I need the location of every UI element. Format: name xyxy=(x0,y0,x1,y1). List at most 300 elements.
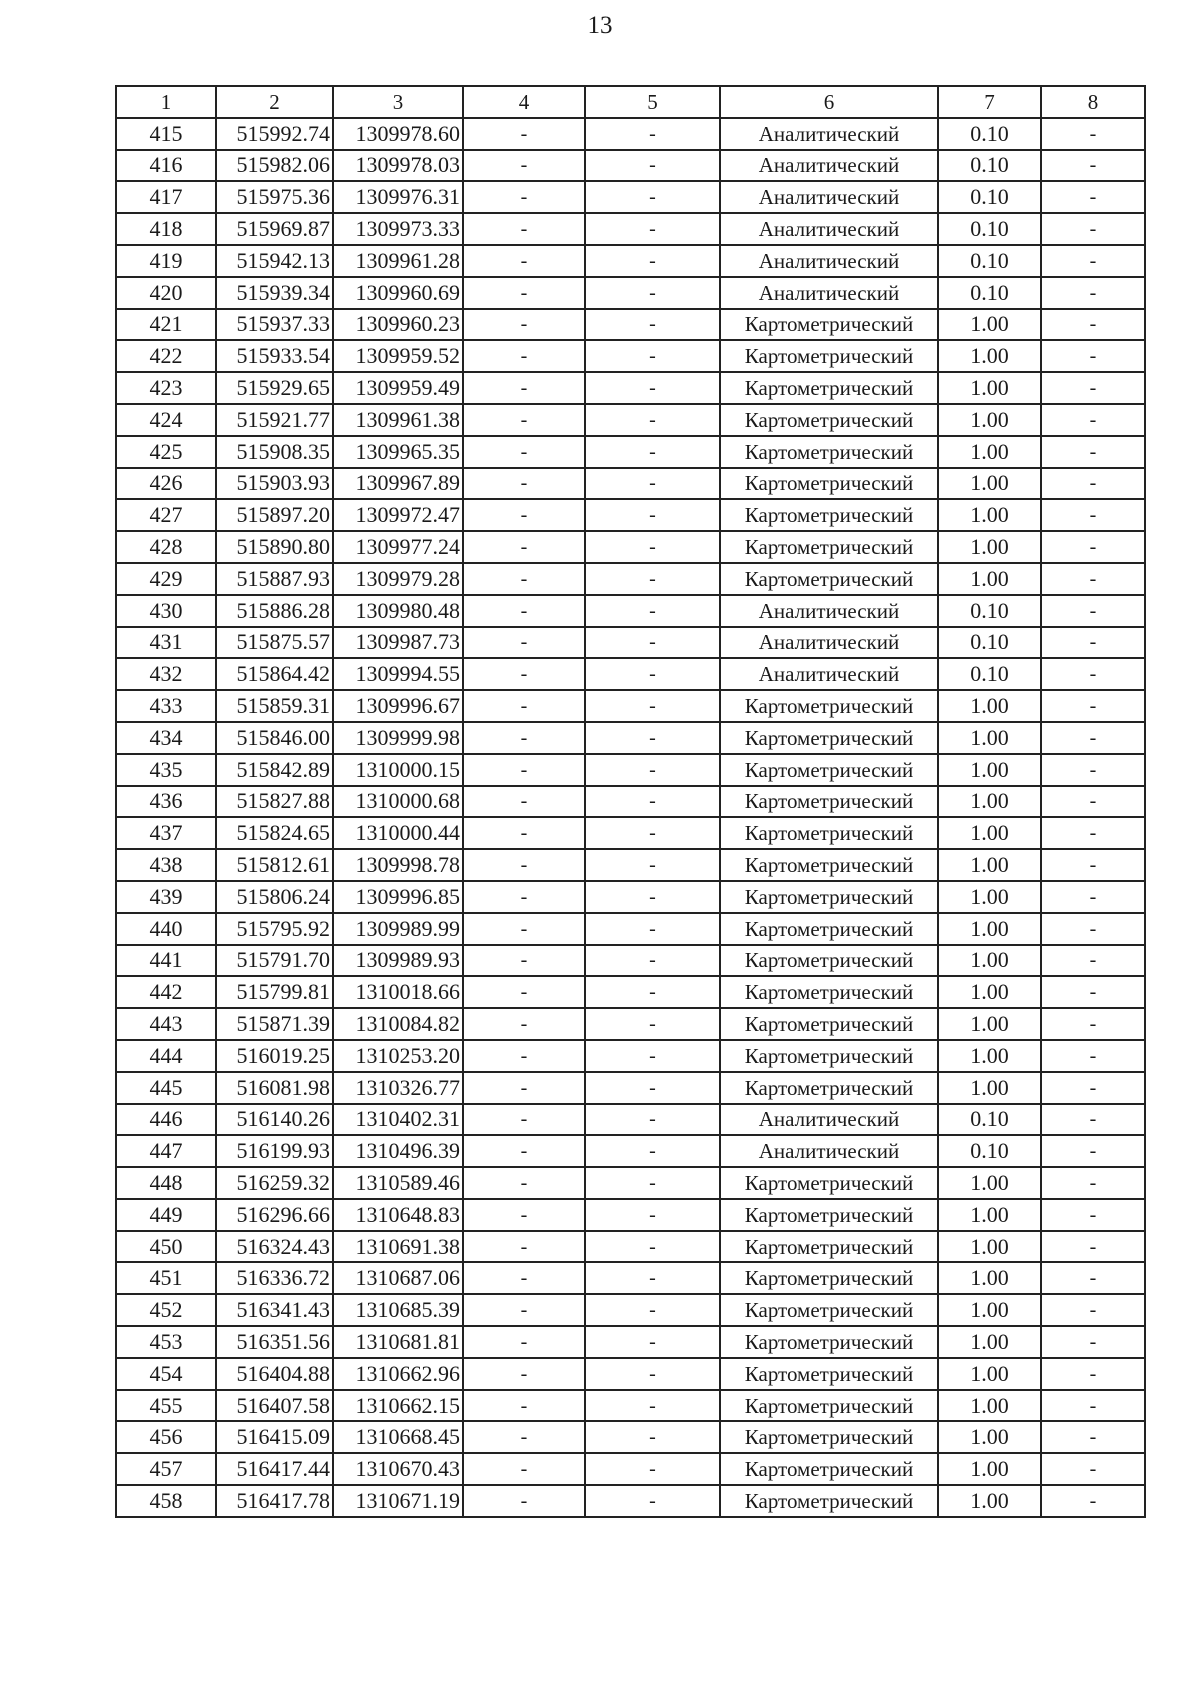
table-header-row xyxy=(116,86,1145,118)
accuracy-cell: 1.00 xyxy=(938,690,1041,722)
accuracy-cell: 1.00 xyxy=(938,945,1041,977)
method-cell: Аналитический xyxy=(720,1104,938,1136)
accuracy-cell: 1.00 xyxy=(938,531,1041,563)
x-coordinate-cell: 515806.24 xyxy=(216,881,333,913)
point-number-cell: 430 xyxy=(116,595,216,627)
accuracy-cell: 1.00 xyxy=(938,404,1041,436)
column-4-cell: - xyxy=(463,1135,585,1167)
point-number-cell: 458 xyxy=(116,1485,216,1517)
column-5-cell: - xyxy=(585,881,720,913)
point-number-cell: 435 xyxy=(116,754,216,786)
accuracy-cell: 1.00 xyxy=(938,1072,1041,1104)
accuracy-cell: 1.00 xyxy=(938,1008,1041,1040)
table-row xyxy=(116,722,1145,754)
column-4-cell: - xyxy=(463,245,585,277)
table-row xyxy=(116,1326,1145,1358)
column-5-cell: - xyxy=(585,277,720,309)
table-row xyxy=(116,1231,1145,1263)
point-number-cell: 421 xyxy=(116,309,216,341)
column-5-cell: - xyxy=(585,786,720,818)
accuracy-cell: 1.00 xyxy=(938,340,1041,372)
accuracy-cell: 0.10 xyxy=(938,658,1041,690)
table-row xyxy=(116,181,1145,213)
y-coordinate-cell: 1310084.82 xyxy=(333,1008,463,1040)
column-4-cell: - xyxy=(463,468,585,500)
x-coordinate-cell: 515890.80 xyxy=(216,531,333,563)
x-coordinate-cell: 516019.25 xyxy=(216,1040,333,1072)
column-8-cell: - xyxy=(1041,340,1145,372)
y-coordinate-cell: 1310000.15 xyxy=(333,754,463,786)
column-8-cell: - xyxy=(1041,1485,1145,1517)
column-4-cell: - xyxy=(463,627,585,659)
table-row xyxy=(116,1294,1145,1326)
accuracy-cell: 1.00 xyxy=(938,1199,1041,1231)
y-coordinate-cell: 1309961.38 xyxy=(333,404,463,436)
accuracy-cell: 1.00 xyxy=(938,976,1041,1008)
column-8-cell: - xyxy=(1041,945,1145,977)
column-5-cell: - xyxy=(585,531,720,563)
column-8-cell: - xyxy=(1041,277,1145,309)
accuracy-cell: 1.00 xyxy=(938,563,1041,595)
column-5-cell: - xyxy=(585,563,720,595)
x-coordinate-cell: 516140.26 xyxy=(216,1104,333,1136)
point-number-cell: 426 xyxy=(116,468,216,500)
point-number-cell: 440 xyxy=(116,913,216,945)
column-5-cell: - xyxy=(585,1485,720,1517)
column-4-cell: - xyxy=(463,1231,585,1263)
accuracy-cell: 1.00 xyxy=(938,1485,1041,1517)
y-coordinate-cell: 1309979.28 xyxy=(333,563,463,595)
column-8-cell: - xyxy=(1041,118,1145,150)
column-8-cell: - xyxy=(1041,1008,1145,1040)
column-4-cell: - xyxy=(463,1358,585,1390)
column-8-cell: - xyxy=(1041,1135,1145,1167)
column-header: 5 xyxy=(585,86,720,118)
x-coordinate-cell: 515903.93 xyxy=(216,468,333,500)
column-4-cell: - xyxy=(463,1294,585,1326)
column-4-cell: - xyxy=(463,1390,585,1422)
table-row xyxy=(116,245,1145,277)
y-coordinate-cell: 1310402.31 xyxy=(333,1104,463,1136)
column-4-cell: - xyxy=(463,1421,585,1453)
point-number-cell: 415 xyxy=(116,118,216,150)
column-5-cell: - xyxy=(585,1326,720,1358)
method-cell: Аналитический xyxy=(720,245,938,277)
column-header: 4 xyxy=(463,86,585,118)
point-number-cell: 432 xyxy=(116,658,216,690)
point-number-cell: 445 xyxy=(116,1072,216,1104)
accuracy-cell: 1.00 xyxy=(938,372,1041,404)
accuracy-cell: 1.00 xyxy=(938,1167,1041,1199)
column-5-cell: - xyxy=(585,150,720,182)
column-5-cell: - xyxy=(585,849,720,881)
column-8-cell: - xyxy=(1041,786,1145,818)
y-coordinate-cell: 1309996.67 xyxy=(333,690,463,722)
column-8-cell: - xyxy=(1041,1262,1145,1294)
column-8-cell: - xyxy=(1041,1231,1145,1263)
point-number-cell: 442 xyxy=(116,976,216,1008)
y-coordinate-cell: 1309965.35 xyxy=(333,436,463,468)
x-coordinate-cell: 515886.28 xyxy=(216,595,333,627)
y-coordinate-cell: 1309972.47 xyxy=(333,499,463,531)
x-coordinate-cell: 516336.72 xyxy=(216,1262,333,1294)
table-row xyxy=(116,945,1145,977)
point-number-cell: 453 xyxy=(116,1326,216,1358)
point-number-cell: 419 xyxy=(116,245,216,277)
method-cell: Картометрический xyxy=(720,817,938,849)
table-row xyxy=(116,563,1145,595)
method-cell: Картометрический xyxy=(720,913,938,945)
y-coordinate-cell: 1309973.33 xyxy=(333,213,463,245)
y-coordinate-cell: 1309989.93 xyxy=(333,945,463,977)
method-cell: Картометрический xyxy=(720,722,938,754)
point-number-cell: 451 xyxy=(116,1262,216,1294)
method-cell: Картометрический xyxy=(720,945,938,977)
point-number-cell: 444 xyxy=(116,1040,216,1072)
method-cell: Аналитический xyxy=(720,277,938,309)
point-number-cell: 455 xyxy=(116,1390,216,1422)
table-row xyxy=(116,468,1145,500)
column-8-cell: - xyxy=(1041,976,1145,1008)
x-coordinate-cell: 516404.88 xyxy=(216,1358,333,1390)
y-coordinate-cell: 1310000.68 xyxy=(333,786,463,818)
column-5-cell: - xyxy=(585,245,720,277)
x-coordinate-cell: 515942.13 xyxy=(216,245,333,277)
table-row xyxy=(116,817,1145,849)
coordinates-table xyxy=(115,85,1146,1518)
method-cell: Картометрический xyxy=(720,881,938,913)
y-coordinate-cell: 1310670.43 xyxy=(333,1453,463,1485)
method-cell: Картометрический xyxy=(720,1294,938,1326)
method-cell: Картометрический xyxy=(720,754,938,786)
point-number-cell: 439 xyxy=(116,881,216,913)
column-4-cell: - xyxy=(463,181,585,213)
column-header: 6 xyxy=(720,86,938,118)
method-cell: Картометрический xyxy=(720,849,938,881)
y-coordinate-cell: 1309960.23 xyxy=(333,309,463,341)
table-row xyxy=(116,627,1145,659)
column-4-cell: - xyxy=(463,595,585,627)
column-4-cell: - xyxy=(463,1104,585,1136)
x-coordinate-cell: 515975.36 xyxy=(216,181,333,213)
x-coordinate-cell: 516417.78 xyxy=(216,1485,333,1517)
point-number-cell: 450 xyxy=(116,1231,216,1263)
column-8-cell: - xyxy=(1041,1104,1145,1136)
y-coordinate-cell: 1309960.69 xyxy=(333,277,463,309)
column-8-cell: - xyxy=(1041,1040,1145,1072)
x-coordinate-cell: 516259.32 xyxy=(216,1167,333,1199)
accuracy-cell: 1.00 xyxy=(938,1040,1041,1072)
accuracy-cell: 1.00 xyxy=(938,468,1041,500)
column-5-cell: - xyxy=(585,1104,720,1136)
column-4-cell: - xyxy=(463,404,585,436)
column-4-cell: - xyxy=(463,1008,585,1040)
column-5-cell: - xyxy=(585,1167,720,1199)
method-cell: Картометрический xyxy=(720,1390,938,1422)
method-cell: Аналитический xyxy=(720,595,938,627)
accuracy-cell: 1.00 xyxy=(938,1326,1041,1358)
method-cell: Картометрический xyxy=(720,1008,938,1040)
accuracy-cell: 0.10 xyxy=(938,1135,1041,1167)
method-cell: Картометрический xyxy=(720,1072,938,1104)
column-header: 8 xyxy=(1041,86,1145,118)
point-number-cell: 420 xyxy=(116,277,216,309)
x-coordinate-cell: 515827.88 xyxy=(216,786,333,818)
point-number-cell: 422 xyxy=(116,340,216,372)
x-coordinate-cell: 515812.61 xyxy=(216,849,333,881)
accuracy-cell: 1.00 xyxy=(938,499,1041,531)
column-5-cell: - xyxy=(585,499,720,531)
point-number-cell: 447 xyxy=(116,1135,216,1167)
table-row xyxy=(116,595,1145,627)
accuracy-cell: 1.00 xyxy=(938,1294,1041,1326)
point-number-cell: 417 xyxy=(116,181,216,213)
table-row xyxy=(116,1135,1145,1167)
y-coordinate-cell: 1309980.48 xyxy=(333,595,463,627)
point-number-cell: 423 xyxy=(116,372,216,404)
x-coordinate-cell: 516199.93 xyxy=(216,1135,333,1167)
column-5-cell: - xyxy=(585,1008,720,1040)
point-number-cell: 437 xyxy=(116,817,216,849)
table-row xyxy=(116,1358,1145,1390)
x-coordinate-cell: 516341.43 xyxy=(216,1294,333,1326)
column-4-cell: - xyxy=(463,309,585,341)
column-header: 7 xyxy=(938,86,1041,118)
column-8-cell: - xyxy=(1041,627,1145,659)
x-coordinate-cell: 516324.43 xyxy=(216,1231,333,1263)
table-row xyxy=(116,1262,1145,1294)
column-4-cell: - xyxy=(463,1326,585,1358)
table-row xyxy=(116,1421,1145,1453)
method-cell: Аналитический xyxy=(720,118,938,150)
column-8-cell: - xyxy=(1041,436,1145,468)
accuracy-cell: 1.00 xyxy=(938,1453,1041,1485)
x-coordinate-cell: 515799.81 xyxy=(216,976,333,1008)
column-5-cell: - xyxy=(585,181,720,213)
table-row xyxy=(116,690,1145,722)
column-4-cell: - xyxy=(463,118,585,150)
column-5-cell: - xyxy=(585,1262,720,1294)
method-cell: Картометрический xyxy=(720,404,938,436)
y-coordinate-cell: 1310668.45 xyxy=(333,1421,463,1453)
accuracy-cell: 1.00 xyxy=(938,1262,1041,1294)
method-cell: Аналитический xyxy=(720,181,938,213)
column-4-cell: - xyxy=(463,1072,585,1104)
column-8-cell: - xyxy=(1041,658,1145,690)
point-number-cell: 457 xyxy=(116,1453,216,1485)
column-5-cell: - xyxy=(585,468,720,500)
method-cell: Картометрический xyxy=(720,563,938,595)
method-cell: Картометрический xyxy=(720,1231,938,1263)
method-cell: Картометрический xyxy=(720,499,938,531)
point-number-cell: 416 xyxy=(116,150,216,182)
column-5-cell: - xyxy=(585,1135,720,1167)
column-5-cell: - xyxy=(585,722,720,754)
accuracy-cell: 0.10 xyxy=(938,213,1041,245)
column-4-cell: - xyxy=(463,340,585,372)
point-number-cell: 434 xyxy=(116,722,216,754)
column-5-cell: - xyxy=(585,627,720,659)
x-coordinate-cell: 516407.58 xyxy=(216,1390,333,1422)
y-coordinate-cell: 1310662.15 xyxy=(333,1390,463,1422)
method-cell: Картометрический xyxy=(720,340,938,372)
y-coordinate-cell: 1309977.24 xyxy=(333,531,463,563)
column-8-cell: - xyxy=(1041,1294,1145,1326)
column-5-cell: - xyxy=(585,1421,720,1453)
column-4-cell: - xyxy=(463,531,585,563)
accuracy-cell: 0.10 xyxy=(938,1104,1041,1136)
method-cell: Картометрический xyxy=(720,1421,938,1453)
x-coordinate-cell: 516296.66 xyxy=(216,1199,333,1231)
column-4-cell: - xyxy=(463,213,585,245)
table-row xyxy=(116,658,1145,690)
column-5-cell: - xyxy=(585,1390,720,1422)
column-4-cell: - xyxy=(463,849,585,881)
column-4-cell: - xyxy=(463,754,585,786)
column-8-cell: - xyxy=(1041,1358,1145,1390)
point-number-cell: 436 xyxy=(116,786,216,818)
x-coordinate-cell: 515842.89 xyxy=(216,754,333,786)
table-row xyxy=(116,754,1145,786)
x-coordinate-cell: 515824.65 xyxy=(216,817,333,849)
column-8-cell: - xyxy=(1041,881,1145,913)
column-8-cell: - xyxy=(1041,690,1145,722)
accuracy-cell: 0.10 xyxy=(938,150,1041,182)
y-coordinate-cell: 1310687.06 xyxy=(333,1262,463,1294)
table-row xyxy=(116,1453,1145,1485)
column-4-cell: - xyxy=(463,1453,585,1485)
table-row xyxy=(116,976,1145,1008)
column-5-cell: - xyxy=(585,118,720,150)
column-8-cell: - xyxy=(1041,1167,1145,1199)
x-coordinate-cell: 515908.35 xyxy=(216,436,333,468)
accuracy-cell: 1.00 xyxy=(938,309,1041,341)
column-4-cell: - xyxy=(463,945,585,977)
column-4-cell: - xyxy=(463,1167,585,1199)
column-8-cell: - xyxy=(1041,150,1145,182)
table-row xyxy=(116,309,1145,341)
table-row xyxy=(116,150,1145,182)
column-4-cell: - xyxy=(463,881,585,913)
column-4-cell: - xyxy=(463,722,585,754)
column-8-cell: - xyxy=(1041,245,1145,277)
column-4-cell: - xyxy=(463,277,585,309)
column-5-cell: - xyxy=(585,1358,720,1390)
x-coordinate-cell: 515933.54 xyxy=(216,340,333,372)
column-header: 2 xyxy=(216,86,333,118)
column-8-cell: - xyxy=(1041,404,1145,436)
column-5-cell: - xyxy=(585,436,720,468)
y-coordinate-cell: 1310018.66 xyxy=(333,976,463,1008)
y-coordinate-cell: 1309999.98 xyxy=(333,722,463,754)
column-8-cell: - xyxy=(1041,913,1145,945)
column-5-cell: - xyxy=(585,372,720,404)
point-number-cell: 446 xyxy=(116,1104,216,1136)
method-cell: Аналитический xyxy=(720,658,938,690)
accuracy-cell: 1.00 xyxy=(938,1390,1041,1422)
table-row xyxy=(116,1104,1145,1136)
column-5-cell: - xyxy=(585,1294,720,1326)
method-cell: Картометрический xyxy=(720,436,938,468)
point-number-cell: 438 xyxy=(116,849,216,881)
table-row xyxy=(116,1485,1145,1517)
accuracy-cell: 0.10 xyxy=(938,181,1041,213)
point-number-cell: 456 xyxy=(116,1421,216,1453)
table-row xyxy=(116,1390,1145,1422)
table-row xyxy=(116,1072,1145,1104)
x-coordinate-cell: 515937.33 xyxy=(216,309,333,341)
point-number-cell: 418 xyxy=(116,213,216,245)
y-coordinate-cell: 1310496.39 xyxy=(333,1135,463,1167)
column-5-cell: - xyxy=(585,340,720,372)
table-body xyxy=(116,118,1145,1517)
column-8-cell: - xyxy=(1041,563,1145,595)
column-8-cell: - xyxy=(1041,468,1145,500)
y-coordinate-cell: 1309967.89 xyxy=(333,468,463,500)
accuracy-cell: 1.00 xyxy=(938,881,1041,913)
column-5-cell: - xyxy=(585,595,720,627)
method-cell: Картометрический xyxy=(720,309,938,341)
y-coordinate-cell: 1310253.20 xyxy=(333,1040,463,1072)
y-coordinate-cell: 1309978.03 xyxy=(333,150,463,182)
accuracy-cell: 1.00 xyxy=(938,754,1041,786)
accuracy-cell: 0.10 xyxy=(938,627,1041,659)
column-5-cell: - xyxy=(585,754,720,786)
table-row xyxy=(116,881,1145,913)
point-number-cell: 433 xyxy=(116,690,216,722)
table-row xyxy=(116,404,1145,436)
y-coordinate-cell: 1310671.19 xyxy=(333,1485,463,1517)
column-5-cell: - xyxy=(585,1231,720,1263)
column-8-cell: - xyxy=(1041,1326,1145,1358)
point-number-cell: 427 xyxy=(116,499,216,531)
column-8-cell: - xyxy=(1041,372,1145,404)
column-5-cell: - xyxy=(585,309,720,341)
x-coordinate-cell: 515939.34 xyxy=(216,277,333,309)
column-8-cell: - xyxy=(1041,213,1145,245)
accuracy-cell: 1.00 xyxy=(938,1358,1041,1390)
accuracy-cell: 1.00 xyxy=(938,849,1041,881)
x-coordinate-cell: 515791.70 xyxy=(216,945,333,977)
method-cell: Аналитический xyxy=(720,213,938,245)
y-coordinate-cell: 1309961.28 xyxy=(333,245,463,277)
column-8-cell: - xyxy=(1041,595,1145,627)
method-cell: Картометрический xyxy=(720,531,938,563)
column-4-cell: - xyxy=(463,976,585,1008)
point-number-cell: 424 xyxy=(116,404,216,436)
method-cell: Картометрический xyxy=(720,468,938,500)
column-header: 1 xyxy=(116,86,216,118)
column-8-cell: - xyxy=(1041,849,1145,881)
accuracy-cell: 1.00 xyxy=(938,436,1041,468)
method-cell: Картометрический xyxy=(720,976,938,1008)
y-coordinate-cell: 1309976.31 xyxy=(333,181,463,213)
accuracy-cell: 0.10 xyxy=(938,595,1041,627)
x-coordinate-cell: 515864.42 xyxy=(216,658,333,690)
method-cell: Картометрический xyxy=(720,1040,938,1072)
table-row xyxy=(116,913,1145,945)
x-coordinate-cell: 515846.00 xyxy=(216,722,333,754)
table-row xyxy=(116,531,1145,563)
column-8-cell: - xyxy=(1041,309,1145,341)
column-4-cell: - xyxy=(463,1199,585,1231)
accuracy-cell: 1.00 xyxy=(938,1421,1041,1453)
x-coordinate-cell: 515875.57 xyxy=(216,627,333,659)
y-coordinate-cell: 1309998.78 xyxy=(333,849,463,881)
method-cell: Картометрический xyxy=(720,1453,938,1485)
table-row xyxy=(116,340,1145,372)
column-8-cell: - xyxy=(1041,499,1145,531)
